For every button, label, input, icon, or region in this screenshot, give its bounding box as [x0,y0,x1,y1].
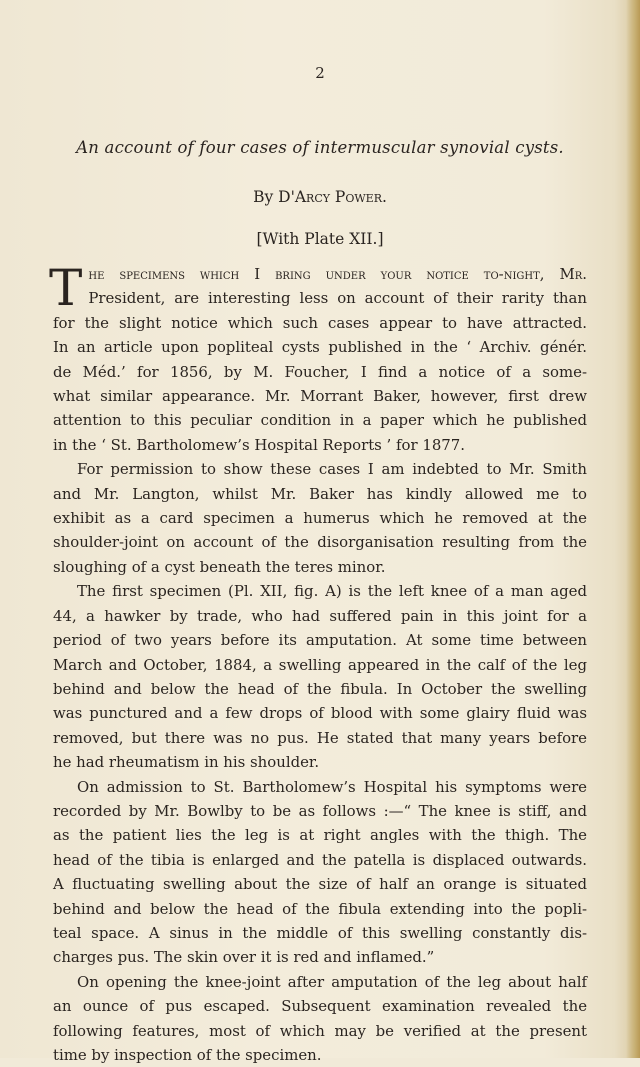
body-line: and Mr. Langton, whilst Mr. Baker has kindly allowed me to [53,484,587,503]
body-line: an ounce of pus escaped. Subsequent examination revealed the [53,997,587,1016]
body-line: head of the tibia is enlarged and the patella is displaced outwards. [53,850,587,869]
body-line: behind and below the head of the fibula. In October the swelling [53,679,587,698]
body-line: recorded by Mr. Bowlby to be as follows :—“ The knee is stiff, and [53,801,587,820]
body-line: The first specimen (Pl. XII, fig. A) is the left knee of a man aged [77,582,587,601]
body-line: A fluctuating swelling about the size of half an orange is situated [53,875,587,894]
opening-paragraph-start [49,259,587,317]
body-line: For permission to show these cases I am indebted to Mr. Smith [77,460,587,479]
body-line: On admission to St. Bartholomew’s Hospital his symptoms were [77,777,587,796]
body-line [53,262,587,286]
body-line: charges pus. The skin over it is red and inflamed.” [53,948,435,967]
author-byline [0,188,640,206]
body-line: as the patient lies the leg is at right angles with the thigh. The [53,826,587,845]
drop-cap: T [49,259,83,317]
body-line: On opening the knee-joint after amputation of the leg about half [77,972,587,991]
byline-prefix: By D' [253,188,295,206]
page-number: 2 [315,64,325,82]
article-title: An account of four cases of intermuscular synovial cysts. [76,138,564,157]
body-line: behind and below the head of the fibula extending into the popli- [53,899,587,918]
page-edge-shadow [626,0,640,1058]
body-line: President, are interesting less on account of their rarity than [88,289,587,308]
body-line: 44, a hawker by trade, who had suffered pain in this joint for a [53,606,587,625]
body-line: time by inspection of the specimen. [53,1046,322,1064]
body-line: what similar appearance. Mr. Morrant Baker, however, first drew [53,387,587,406]
plate-reference: [With Plate XII.] [256,230,384,248]
body-line: sloughing of a cyst beneath the teres minor. [53,557,386,576]
body-line: In an article upon popliteal cysts published in the ‘ Archiv. génér. [53,338,587,357]
body-line: period of two years before its amputation. At some time between [53,631,587,650]
first-line-text: he specimens which I bring under your notice to-night, Mr. [88,265,587,283]
body-line: he had rheumatism in his shoulder. [53,753,320,772]
body-line: teal space. A sinus in the middle of this swelling constantly dis- [53,923,587,942]
author-name: Arcy Power. [294,188,387,206]
body-line: was punctured and a few drops of blood with some glairy fluid was [53,704,587,723]
body-line: in the ‘ St. Bartholomew’s Hospital Reports ’ for 1877. [53,435,465,454]
body-line: removed, but there was no pus. He stated that many years before [53,728,587,747]
body-line: de Méd.’ for 1856, by M. Foucher, I find a notice of a some- [53,362,587,381]
article-body [49,259,587,1067]
body-line: March and October, 1884, a swelling appeared in the calf of the leg [53,655,587,674]
body-line: for the slight notice which such cases appear to have attracted. [53,313,587,332]
body-line: following features, most of which may be verified at the present [53,1021,587,1040]
body-lines [53,311,587,1067]
body-line: shoulder-joint on account of the disorganisation resulting from the [53,533,587,552]
body-line: exhibit as a card specimen a humerus which he removed at the [53,509,587,528]
body-line: attention to this peculiar condition in a paper which he published [53,411,587,430]
